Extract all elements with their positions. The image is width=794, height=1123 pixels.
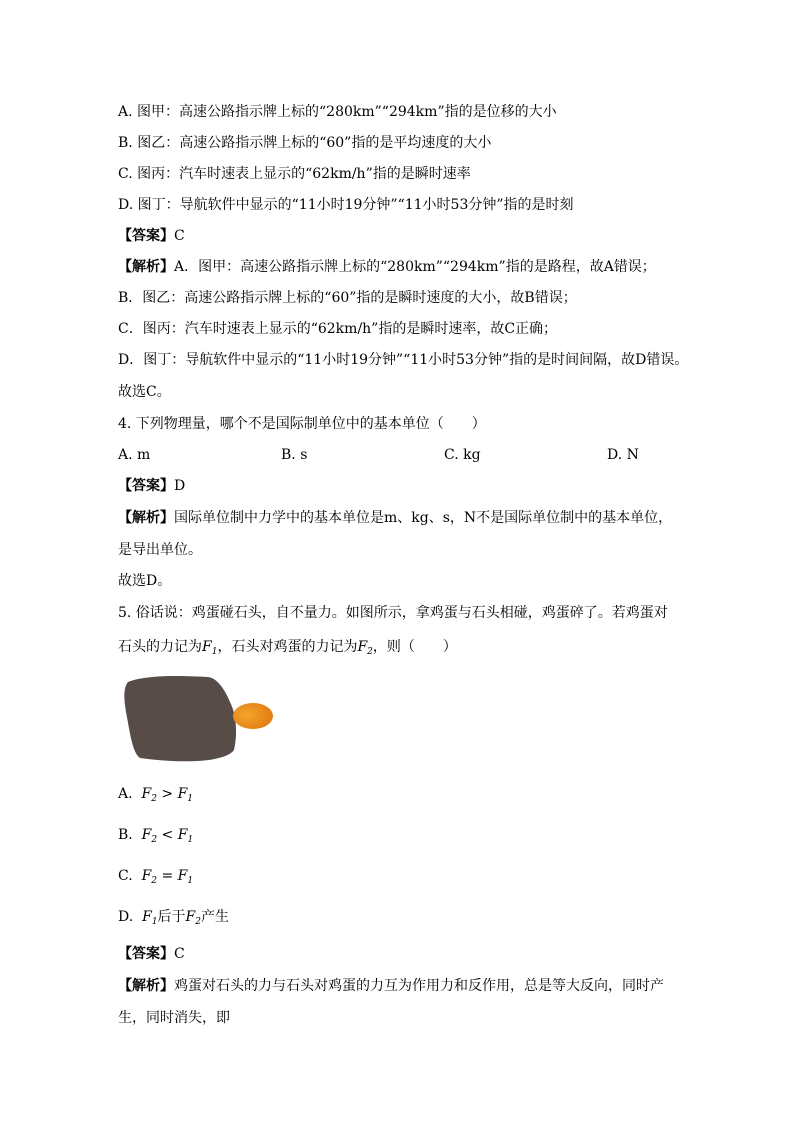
q5-option-d: D. $F_1$后于$F_2$产生 <box>118 909 229 927</box>
q5-text-a: 石头的力记为 <box>118 639 202 655</box>
q3-answer <box>118 227 185 245</box>
analysis-label: 【解析】 <box>118 510 174 526</box>
q4-answer <box>118 477 185 495</box>
q5-analysis-1 <box>118 977 664 995</box>
q3-option-c: C. 图丙：汽车时速表上显示的“62km/h”指的是瞬时速率 <box>118 166 471 182</box>
q3-option-a: A. 图甲：高速公路指示牌上标的“280km”“294km”指的是位移的大小 <box>118 104 557 120</box>
q4-option-d: D. N <box>607 447 639 463</box>
answer-value: C <box>174 946 185 962</box>
q4-option-c: C. kg <box>444 447 481 463</box>
q5-analysis-2: 生，同时消失，即 <box>118 1010 230 1026</box>
q5-answer <box>118 945 185 963</box>
egg-shape <box>233 703 273 729</box>
analysis-text: A．图甲：高速公路指示牌上标的“280km”“294km”指的是路程，故A错误； <box>174 259 656 275</box>
q4-question: 4. 下列物理量，哪个不是国际制单位中的基本单位（ ） <box>118 416 486 432</box>
answer-value: C <box>174 228 185 244</box>
f1-symbol: $F_1$ <box>202 639 218 657</box>
q5-option-a: A. $F_2 > F_1$ <box>118 786 194 804</box>
q5-text-c: ，则（ ） <box>372 639 457 655</box>
q5-option-b: B. $F_2 < F_1$ <box>118 827 194 845</box>
q3-option-d: D. 图丁：导航软件中显示的“11小时19分钟”“11小时53分钟”指的是时刻 <box>118 197 574 213</box>
answer-label: 【答案】 <box>118 946 174 962</box>
analysis-text: 国际单位制中力学中的基本单位是m、kg、s，N不是国际单位制中的基本单位， <box>174 510 673 526</box>
answer-label: 【答案】 <box>118 478 174 494</box>
q5-text-b: ，石头对鸡蛋的力记为 <box>217 639 358 655</box>
rock-shape <box>124 676 236 761</box>
q5-question-line2 <box>118 638 457 661</box>
f2-symbol: $F_2$ <box>357 639 373 657</box>
q4-analysis-2: 是导出单位。 <box>118 542 202 558</box>
q5-question-line1: 5. 俗话说：鸡蛋碰石头，自不量力。如图所示，拿鸡蛋与石头相碰，鸡蛋碎了。若鸡蛋对 <box>118 605 668 621</box>
answer-label: 【答案】 <box>118 228 174 244</box>
q3-analysis-a <box>118 258 656 276</box>
q3-analysis-c: C．图丙：汽车时速表上显示的“62km/h”指的是瞬时速率，故C正确； <box>118 321 558 337</box>
q3-analysis-b: B．图乙：高速公路指示牌上标的“60”指的是瞬时速度的大小，故B错误； <box>118 290 577 306</box>
q3-analysis-d: D．图丁：导航软件中显示的“11小时19分钟”“11小时53分钟”指的是时间间隔，故D错误。 <box>118 352 689 368</box>
q4-analysis-1 <box>118 509 672 527</box>
q3-option-b: B. 图乙：高速公路指示牌上标的“60”指的是平均速度的大小 <box>118 135 492 151</box>
q4-conclusion: 故选D。 <box>118 573 172 589</box>
q5-option-c: C. $F_2 = F_1$ <box>118 868 194 886</box>
rock-egg-figure <box>118 672 278 772</box>
answer-value: D <box>174 478 186 494</box>
q4-option-a: A. m <box>118 447 151 463</box>
q4-option-b: B. s <box>281 447 308 463</box>
q3-conclusion: 故选C。 <box>118 384 171 400</box>
analysis-text: 鸡蛋对石头的力与石头对鸡蛋的力互为作用力和反作用，总是等大反向，同时产 <box>174 978 664 994</box>
analysis-label: 【解析】 <box>118 978 174 994</box>
analysis-label: 【解析】 <box>118 259 174 275</box>
